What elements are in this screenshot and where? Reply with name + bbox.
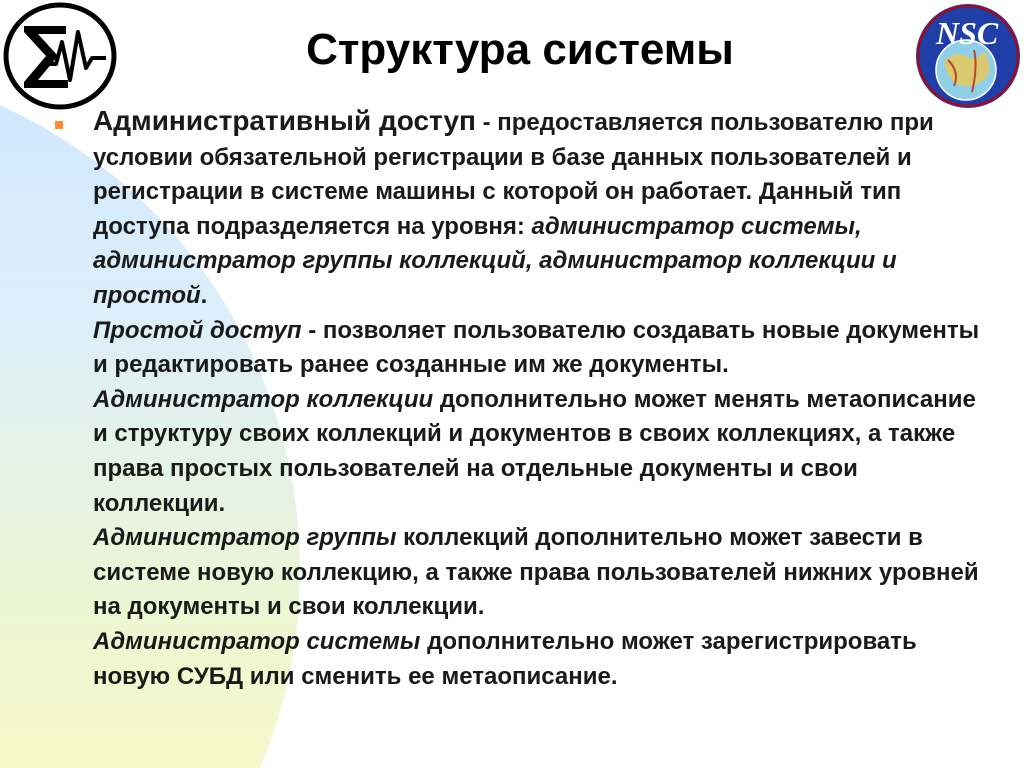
paragraph-group-admin [93,521,993,625]
paragraph-collection-admin [93,383,993,521]
page-title: Структура системы [306,25,734,74]
term-group-admin: Администратор группы [93,524,397,552]
sigma-waveform-logo-icon [2,2,118,110]
access-levels-list: администратор системы, администратор группы коллекций, администратор коллекции и простой [93,212,897,309]
administrative-access-text: - предоставляется пользователю при условии обязательной регистрации в базе данных пользователей и регистрации в системе машины с которой он работает. Данный тип доступа подразделяется на уровня: [93,109,934,240]
term-system-admin: Администратор системы [93,627,421,655]
nsc-globe-logo-icon [914,2,1022,110]
paragraph-system-admin [93,625,993,694]
term-simple-access: Простой доступ [93,316,302,344]
bullet-marker [55,121,63,129]
term-administrative-access: Административный доступ [93,105,476,136]
paragraph-administrative-access [93,104,993,314]
collection-admin-text: дополнительно может менять метаописание и структуру своих коллекций и документов в своих коллекциях, а также права простых пользователей на отдельные документы и свои коллекции. [93,385,976,517]
svg-text:NSC: NSC [936,15,999,51]
simple-access-text: - позволяет пользователю создавать новые документы и редактировать ранее созданные им же документы. [93,316,980,379]
paragraph-simple-access [93,314,993,383]
administrative-access-end: . [200,281,208,309]
group-admin-text: коллекций дополнительно может завести в системе новую коллекцию, а также права пользователей нижних уровней на документы и свои коллекции. [93,524,979,621]
slide-body [93,104,993,694]
system-admin-text: дополнительно может зарегистрировать новую СУБД или сменить ее метаописание. [93,627,917,690]
term-collection-admin: Администратор коллекции [93,385,434,413]
